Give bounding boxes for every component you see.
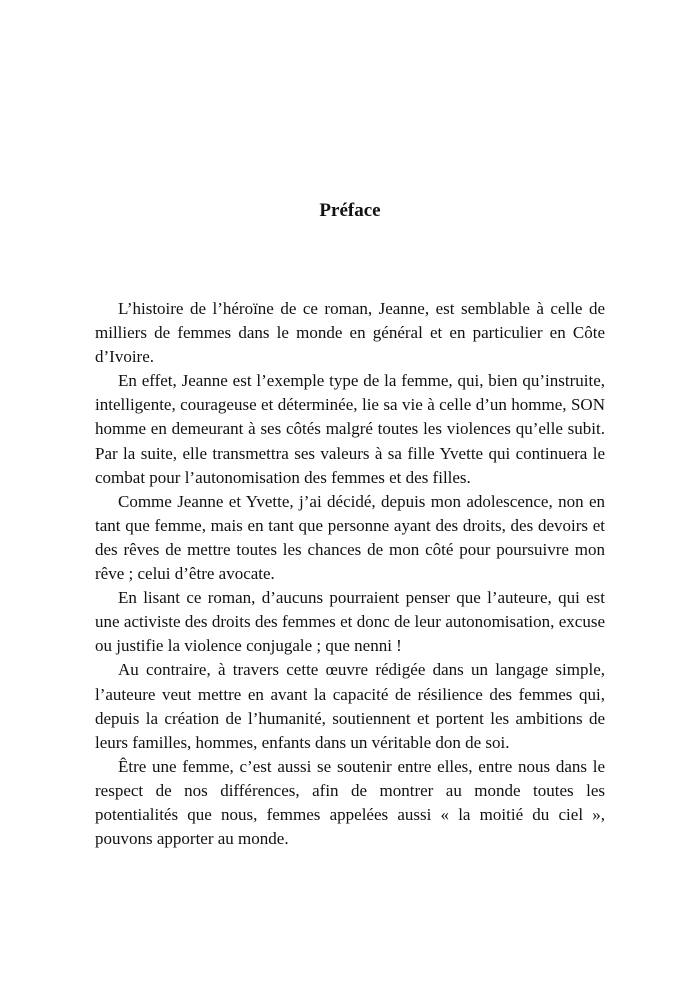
paragraph: En effet, Jeanne est l’exemple type de la femme, qui, bien qu’instruite, intelligente, courageuse et déterminée, lie sa vie à celle d’un homme, SON homme en demeurant à ses côtés malgré toutes les violences qu’elle subit. Par la suite, elle transmettra ses valeurs à sa fille Yvette qui continuera le combat pour l’autonomisation des femmes et des filles.	[95, 371, 605, 487]
paragraph: Être une femme, c’est aussi se soutenir entre elles, entre nous dans le respect de nos différences, afin de montrer au monde toutes les potentialités que nous, femmes appelées aussi « la moitié du ciel », pouvons apporter au monde.	[95, 756, 605, 849]
page-title: Préface	[319, 200, 381, 221]
paragraph: En lisant ce roman, d’aucuns pourraient penser que l’auteure, qui est une activiste des droits des femmes et donc de leur autonomisation, excuse ou justifie la violence conjugale ; que nenni !	[95, 588, 605, 656]
paragraph: Au contraire, à travers cette œuvre rédigée dans un langage simple, l’auteure veut mettre en avant la capacité de résilience des femmes qui, depuis la création de l’humanité, soutiennent et portent les ambitions de leurs familles, hommes, enfants dans un véritable don de soi.	[95, 660, 605, 752]
paragraph: L’histoire de l’héroïne de ce roman, Jeanne, est semblable à celle de milliers de femmes dans le monde en général et en particulier en Côte d’Ivoire.	[95, 299, 605, 367]
paragraph: Comme Jeanne et Yvette, j’ai décidé, depuis mon adolescence, non en tant que femme, mais en tant que personne ayant des droits, des devoirs et des rêves de mettre toutes les chances de mon côté pour poursuivre mon rêve ; celui d’être avocate.	[95, 491, 605, 584]
preface-body	[95, 297, 605, 851]
